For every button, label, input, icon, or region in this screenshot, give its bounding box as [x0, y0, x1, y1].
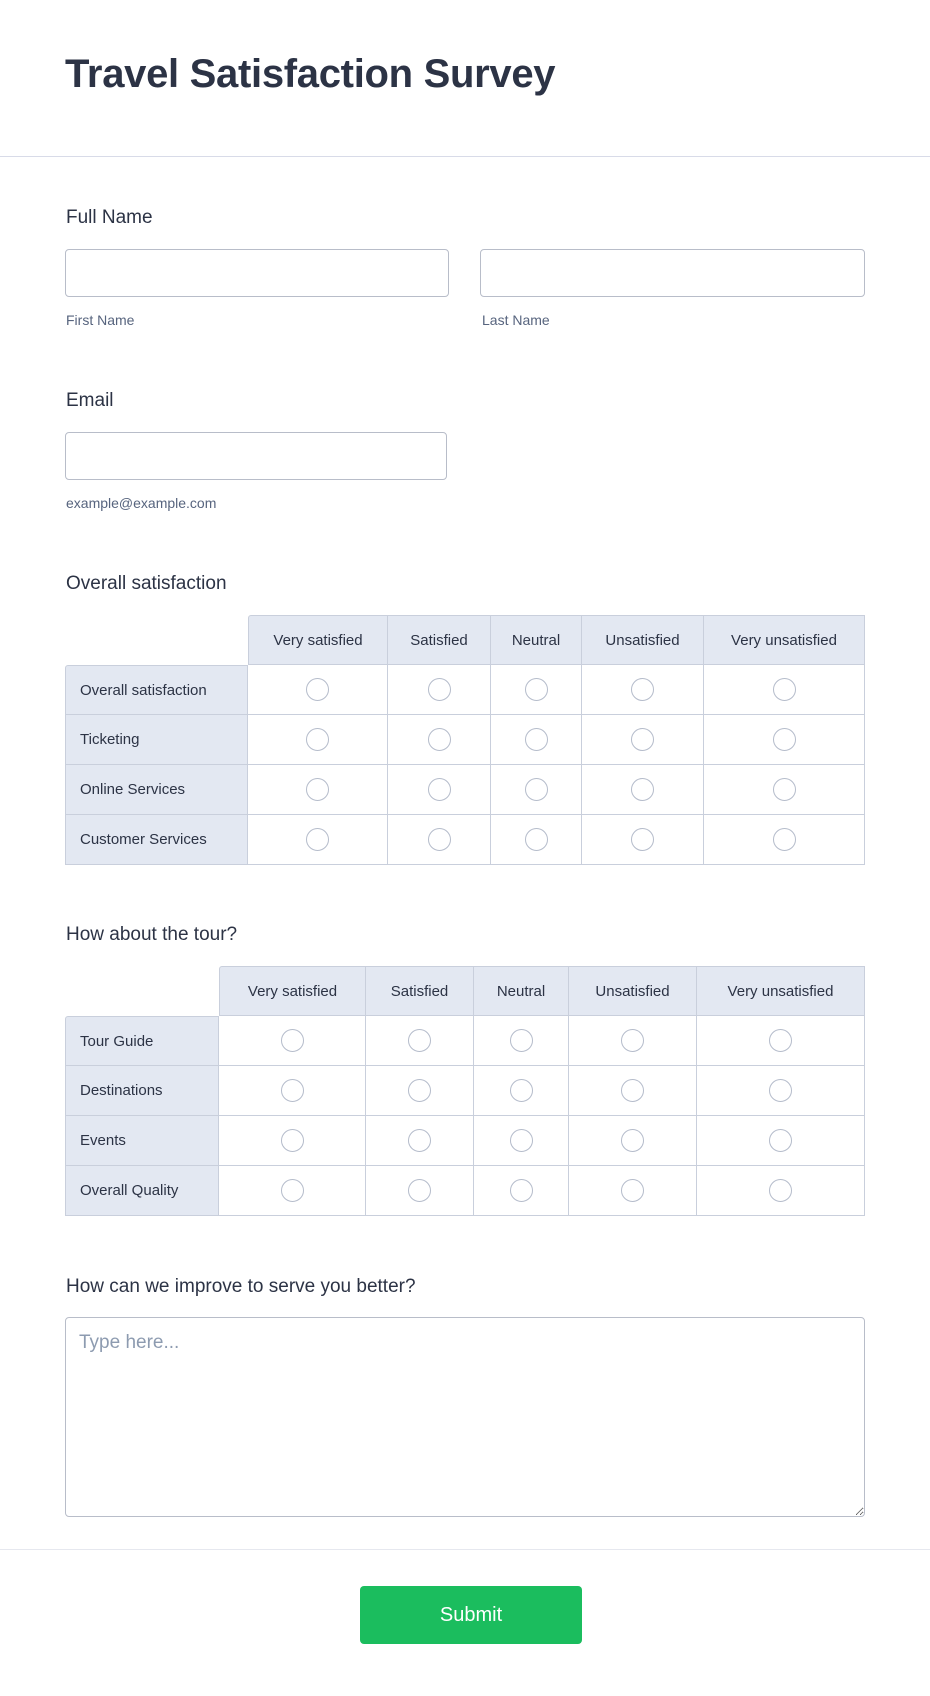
grid-cell [474, 1016, 569, 1066]
grid-row-label: Tour Guide [65, 1016, 219, 1066]
email-input[interactable] [65, 432, 447, 480]
radio-button[interactable] [525, 828, 548, 851]
grid-cell [388, 665, 491, 715]
grid-cell [582, 765, 704, 815]
radio-button[interactable] [631, 828, 654, 851]
grid-cell [582, 665, 704, 715]
radio-button[interactable] [525, 778, 548, 801]
grid-column-header: Neutral [474, 966, 569, 1016]
radio-button[interactable] [621, 1079, 644, 1102]
grid-cell [388, 765, 491, 815]
grid-column-header: Neutral [491, 615, 582, 665]
radio-button[interactable] [525, 678, 548, 701]
first-name-input[interactable] [65, 249, 449, 297]
radio-button[interactable] [428, 828, 451, 851]
radio-button[interactable] [769, 1179, 792, 1202]
first-name-sublabel: First Name [66, 312, 135, 328]
grid-column-header: Very satisfied [219, 966, 366, 1016]
radio-button[interactable] [773, 778, 796, 801]
grid-row [65, 765, 865, 815]
radio-button[interactable] [306, 828, 329, 851]
grid-cell [219, 1166, 366, 1216]
grid-cell [219, 1016, 366, 1066]
grid-cell [697, 1016, 865, 1066]
grid-cell [474, 1166, 569, 1216]
grid-cell [704, 665, 865, 715]
grid-row-label: Events [65, 1116, 219, 1166]
grid-column-header: Very unsatisfied [704, 615, 865, 665]
tour-grid [65, 966, 865, 1216]
radio-button[interactable] [408, 1029, 431, 1052]
grid-column-header: Satisfied [366, 966, 474, 1016]
grid-row-label: Customer Services [65, 815, 248, 865]
grid-row [65, 815, 865, 865]
radio-button[interactable] [621, 1179, 644, 1202]
radio-button[interactable] [428, 778, 451, 801]
radio-button[interactable] [510, 1179, 533, 1202]
grid-column-header: Very unsatisfied [697, 966, 865, 1016]
grid-row-label: Overall satisfaction [65, 665, 248, 715]
grid-cell [569, 1116, 697, 1166]
radio-button[interactable] [510, 1029, 533, 1052]
grid-column-header: Unsatisfied [569, 966, 697, 1016]
radio-button[interactable] [631, 778, 654, 801]
radio-button[interactable] [525, 728, 548, 751]
radio-button[interactable] [773, 728, 796, 751]
grid-cell [582, 715, 704, 765]
radio-button[interactable] [773, 678, 796, 701]
grid-cell [248, 665, 388, 715]
email-sublabel: example@example.com [66, 495, 217, 511]
radio-button[interactable] [408, 1129, 431, 1152]
radio-button[interactable] [408, 1179, 431, 1202]
grid-cell [491, 665, 582, 715]
grid2-label: How about the tour? [66, 924, 238, 945]
grid-cell [582, 815, 704, 865]
grid-cell [248, 765, 388, 815]
grid-cell [697, 1066, 865, 1116]
grid-cell [491, 765, 582, 815]
grid-cell [474, 1116, 569, 1166]
radio-button[interactable] [281, 1029, 304, 1052]
grid-row [65, 1066, 865, 1116]
grid-cell [569, 1166, 697, 1216]
grid1-label: Overall satisfaction [66, 573, 227, 594]
radio-button[interactable] [769, 1129, 792, 1152]
last-name-input[interactable] [480, 249, 865, 297]
radio-button[interactable] [631, 728, 654, 751]
improve-textarea[interactable] [65, 1317, 865, 1517]
grid-cell [569, 1016, 697, 1066]
grid-row [65, 1166, 865, 1216]
grid-corner [65, 966, 219, 1016]
radio-button[interactable] [621, 1029, 644, 1052]
radio-button[interactable] [306, 728, 329, 751]
radio-button[interactable] [428, 728, 451, 751]
grid-row-label: Overall Quality [65, 1166, 219, 1216]
last-name-sublabel: Last Name [482, 312, 550, 328]
radio-button[interactable] [510, 1079, 533, 1102]
radio-button[interactable] [769, 1029, 792, 1052]
radio-button[interactable] [408, 1079, 431, 1102]
radio-button[interactable] [773, 828, 796, 851]
radio-button[interactable] [281, 1129, 304, 1152]
grid-cell [474, 1066, 569, 1116]
grid-cell [366, 1166, 474, 1216]
submit-button[interactable]: Submit [360, 1586, 582, 1644]
grid-row [65, 1016, 865, 1066]
radio-button[interactable] [769, 1079, 792, 1102]
header-divider [0, 156, 930, 157]
grid-cell [697, 1166, 865, 1216]
radio-button[interactable] [306, 678, 329, 701]
radio-button[interactable] [621, 1129, 644, 1152]
radio-button[interactable] [306, 778, 329, 801]
grid-cell [704, 765, 865, 815]
grid-cell [248, 715, 388, 765]
improve-label: How can we improve to serve you better? [66, 1276, 416, 1297]
radio-button[interactable] [631, 678, 654, 701]
radio-button[interactable] [281, 1179, 304, 1202]
grid-cell [491, 715, 582, 765]
grid-cell [366, 1066, 474, 1116]
grid-cell [219, 1066, 366, 1116]
footer-divider [0, 1549, 930, 1550]
grid-row [65, 1116, 865, 1166]
grid-cell [366, 1016, 474, 1066]
grid-cell [366, 1116, 474, 1166]
radio-button[interactable] [510, 1129, 533, 1152]
grid-cell [491, 815, 582, 865]
grid-cell [248, 815, 388, 865]
grid-row-label: Destinations [65, 1066, 219, 1116]
grid-row-label: Ticketing [65, 715, 248, 765]
grid-cell [697, 1116, 865, 1166]
radio-button[interactable] [281, 1079, 304, 1102]
grid-cell [219, 1116, 366, 1166]
grid-cell [704, 715, 865, 765]
grid-corner [65, 615, 248, 665]
grid-column-header: Unsatisfied [582, 615, 704, 665]
grid-row [65, 665, 865, 715]
grid-column-header: Very satisfied [248, 615, 388, 665]
full-name-label: Full Name [66, 207, 153, 228]
grid-cell [569, 1066, 697, 1116]
grid-cell [704, 815, 865, 865]
overall-satisfaction-grid [65, 615, 865, 865]
grid-column-header: Satisfied [388, 615, 491, 665]
grid-cell [388, 715, 491, 765]
grid-cell [388, 815, 491, 865]
grid-row-label: Online Services [65, 765, 248, 815]
email-label: Email [66, 390, 114, 411]
radio-button[interactable] [428, 678, 451, 701]
page-title: Travel Satisfaction Survey [65, 52, 556, 96]
grid-row [65, 715, 865, 765]
